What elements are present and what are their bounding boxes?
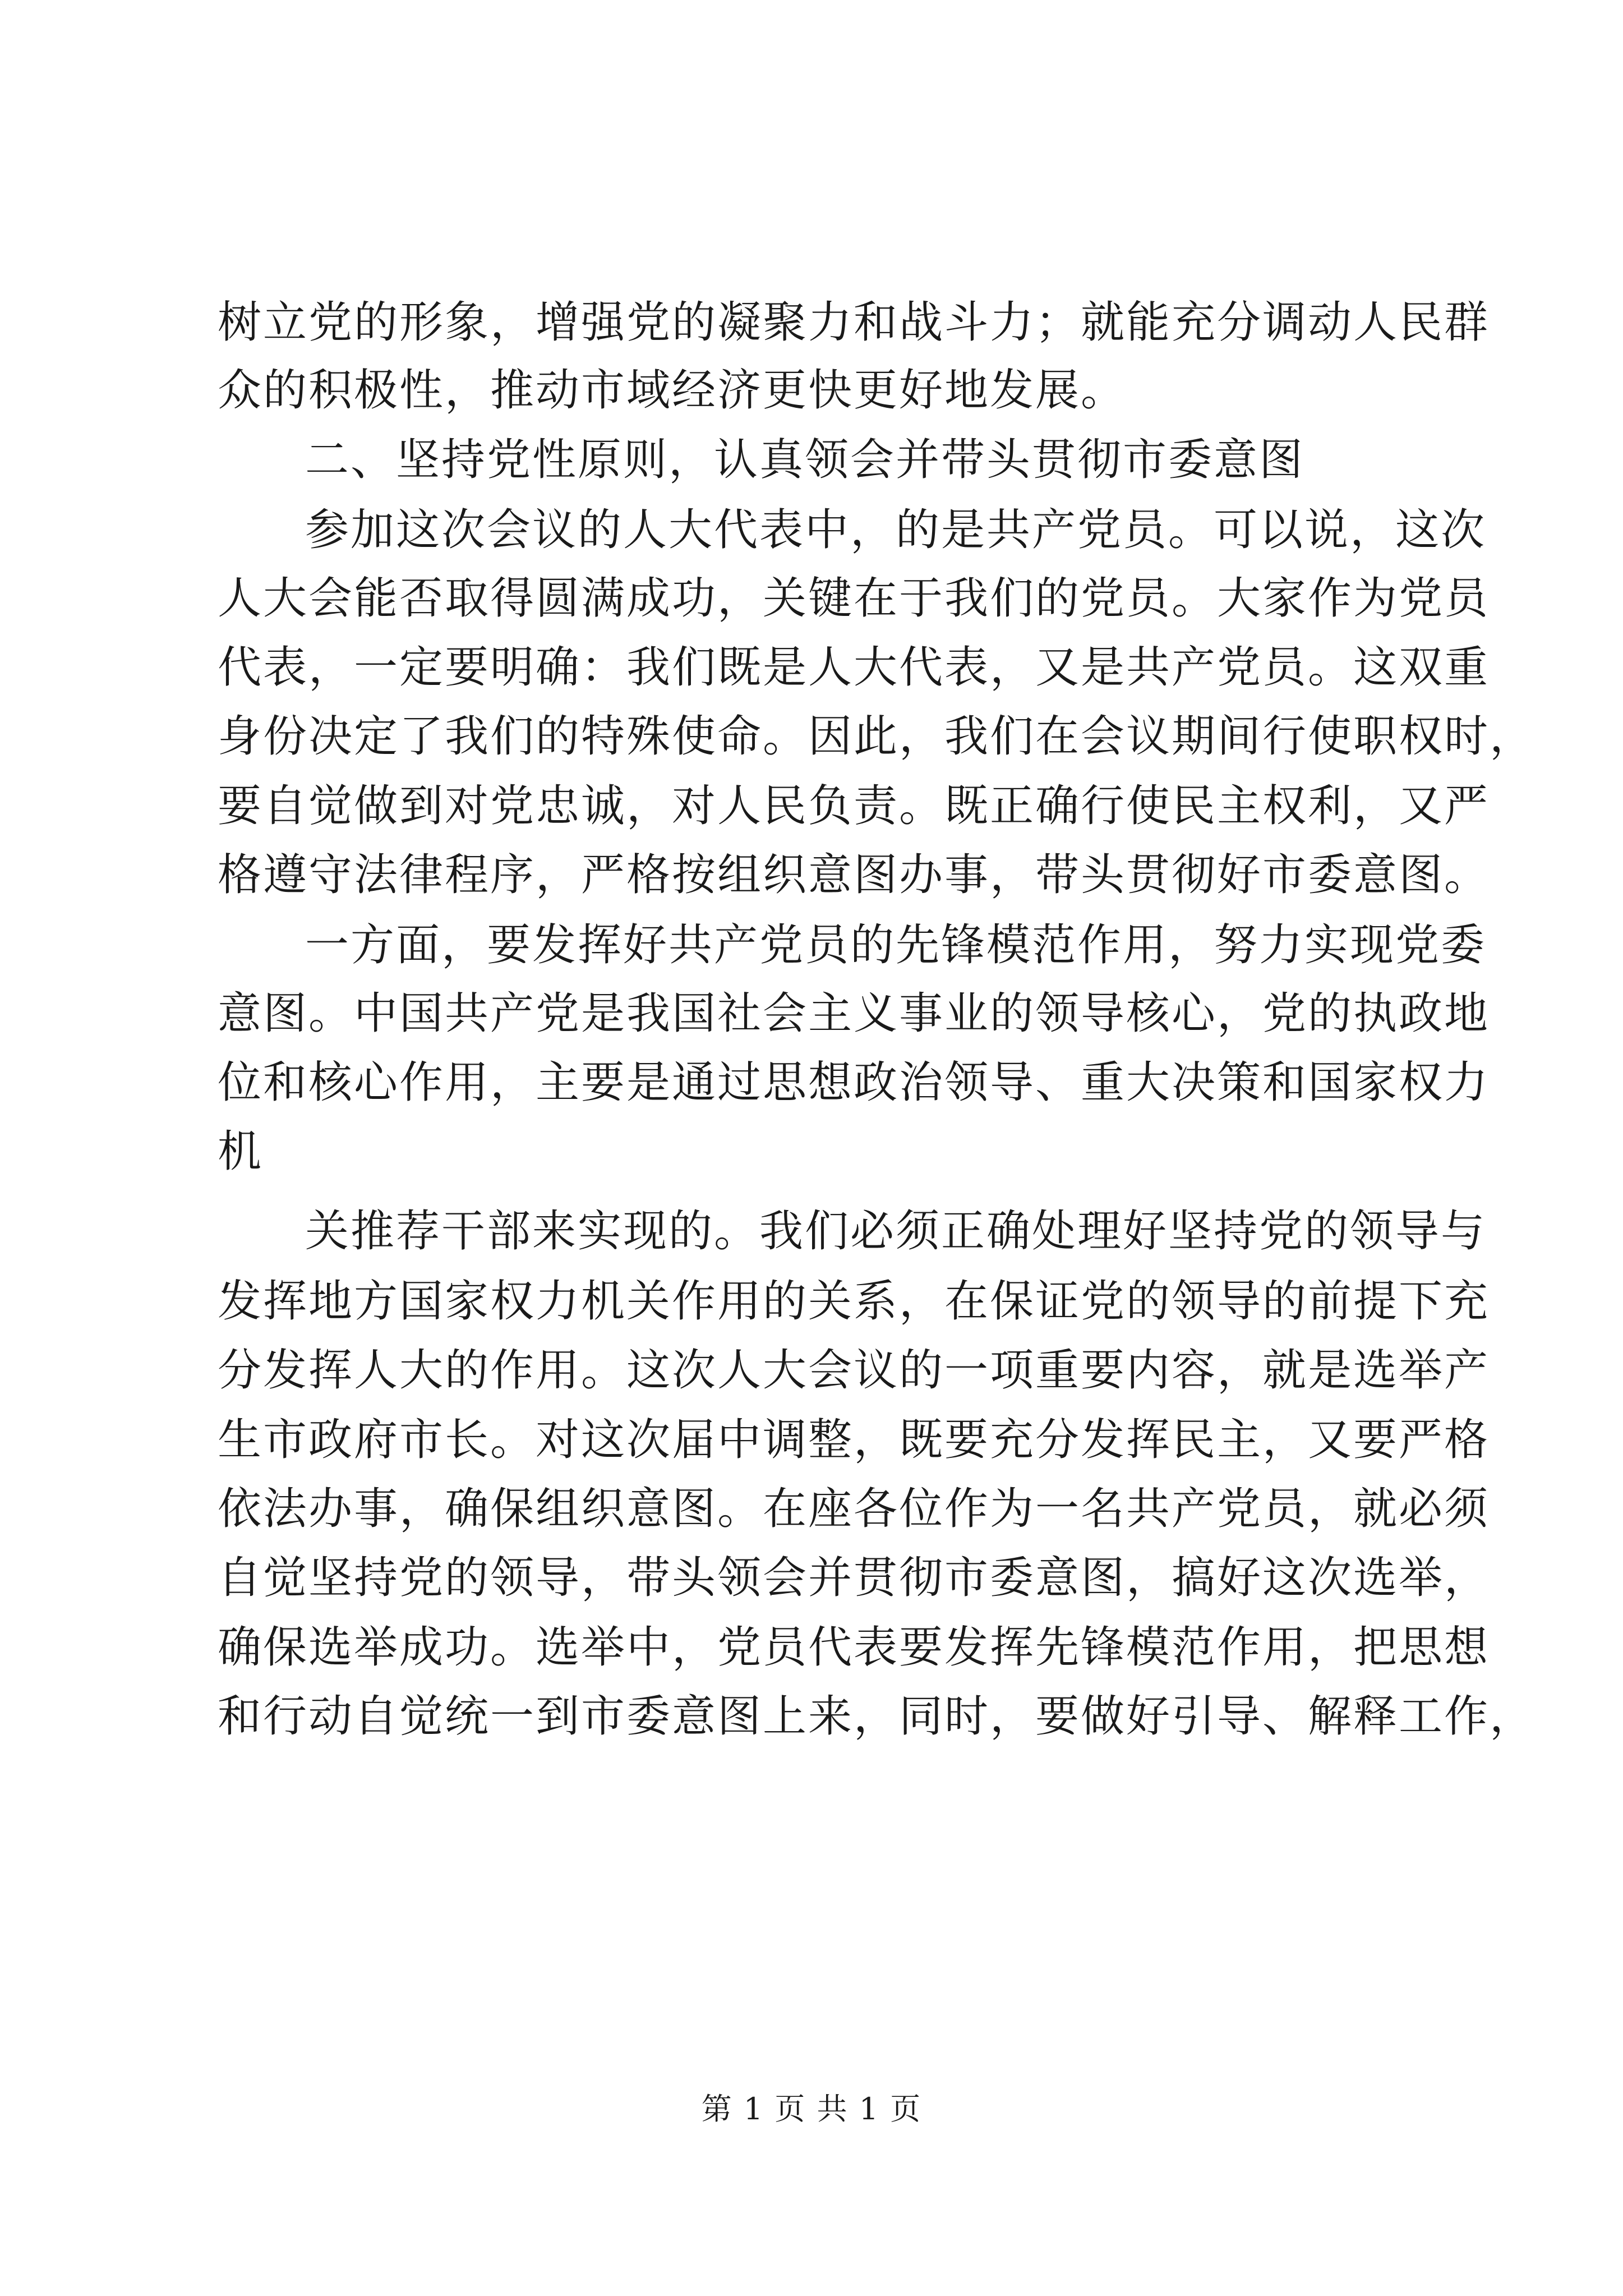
text-line: 格遵守法律程序，严格按组织意图办事，带头贯彻好市委意图。: [218, 850, 1490, 900]
text-line: 发挥地方国家权力机关作用的关系，在保证党的领导的前提下充: [218, 1276, 1490, 1327]
text-line: 机: [218, 1126, 264, 1177]
text-line: 代表，一定要明确：我们既是人大代表，又是共产党员。这双重: [218, 642, 1490, 693]
text-line: 确保选举成功。选举中，党员代表要发挥先锋模范作用，把思想: [218, 1622, 1490, 1673]
text-line: 意图。中国共产党是我国社会主义事业的领导核心，党的执政地: [218, 988, 1490, 1039]
text-line: 关推荐干部来实现的。我们必须正确处理好坚持党的领导与: [305, 1206, 1487, 1257]
text-line: 参加这次会议的人大代表中，的是共产党员。可以说，这次: [305, 505, 1487, 555]
text-line: 自觉坚持党的领导，带头领会并贯彻市委意图，搞好这次选举，: [218, 1553, 1490, 1603]
section-heading: 二、坚持党性原则，认真领会并带头贯彻市委意图: [305, 435, 1305, 485]
text-line: 众的积极性，推动市域经济更快更好地发展。: [218, 365, 1127, 416]
text-line: 要自觉做到对党忠诚，对人民负责。既正确行使民主权利，又严: [218, 781, 1490, 831]
text-line: 分发挥人大的作用。这次人大会议的一项重要内容，就是选举产: [218, 1345, 1490, 1396]
text-line: 一方面，要发挥好共产党员的先锋模范作用，努力实现党委: [305, 920, 1487, 970]
text-line: 树立党的形象，增强党的凝聚力和战斗力；就能充分调动人民群: [218, 297, 1490, 348]
text-line: 和行动自觉统一到市委意图上来，同时，要做好引导、解释工作，: [218, 1691, 1536, 1742]
text-line: 位和核心作用，主要是通过思想政治领导、重大决策和国家权力: [218, 1057, 1490, 1108]
page-footer: 第 1 页 共 1 页: [701, 2091, 922, 2127]
text-line: 人大会能否取得圆满成功，关键在于我们的党员。大家作为党员: [218, 573, 1490, 624]
text-line: 生市政府市长。对这次届中调整，既要充分发挥民主，又要严格: [218, 1415, 1490, 1465]
text-line: 身份决定了我们的特殊使命。因此，我们在会议期间行使职权时，: [218, 711, 1536, 762]
text-line: 依法办事，确保组织意图。在座各位作为一名共产党员，就必须: [218, 1484, 1490, 1534]
